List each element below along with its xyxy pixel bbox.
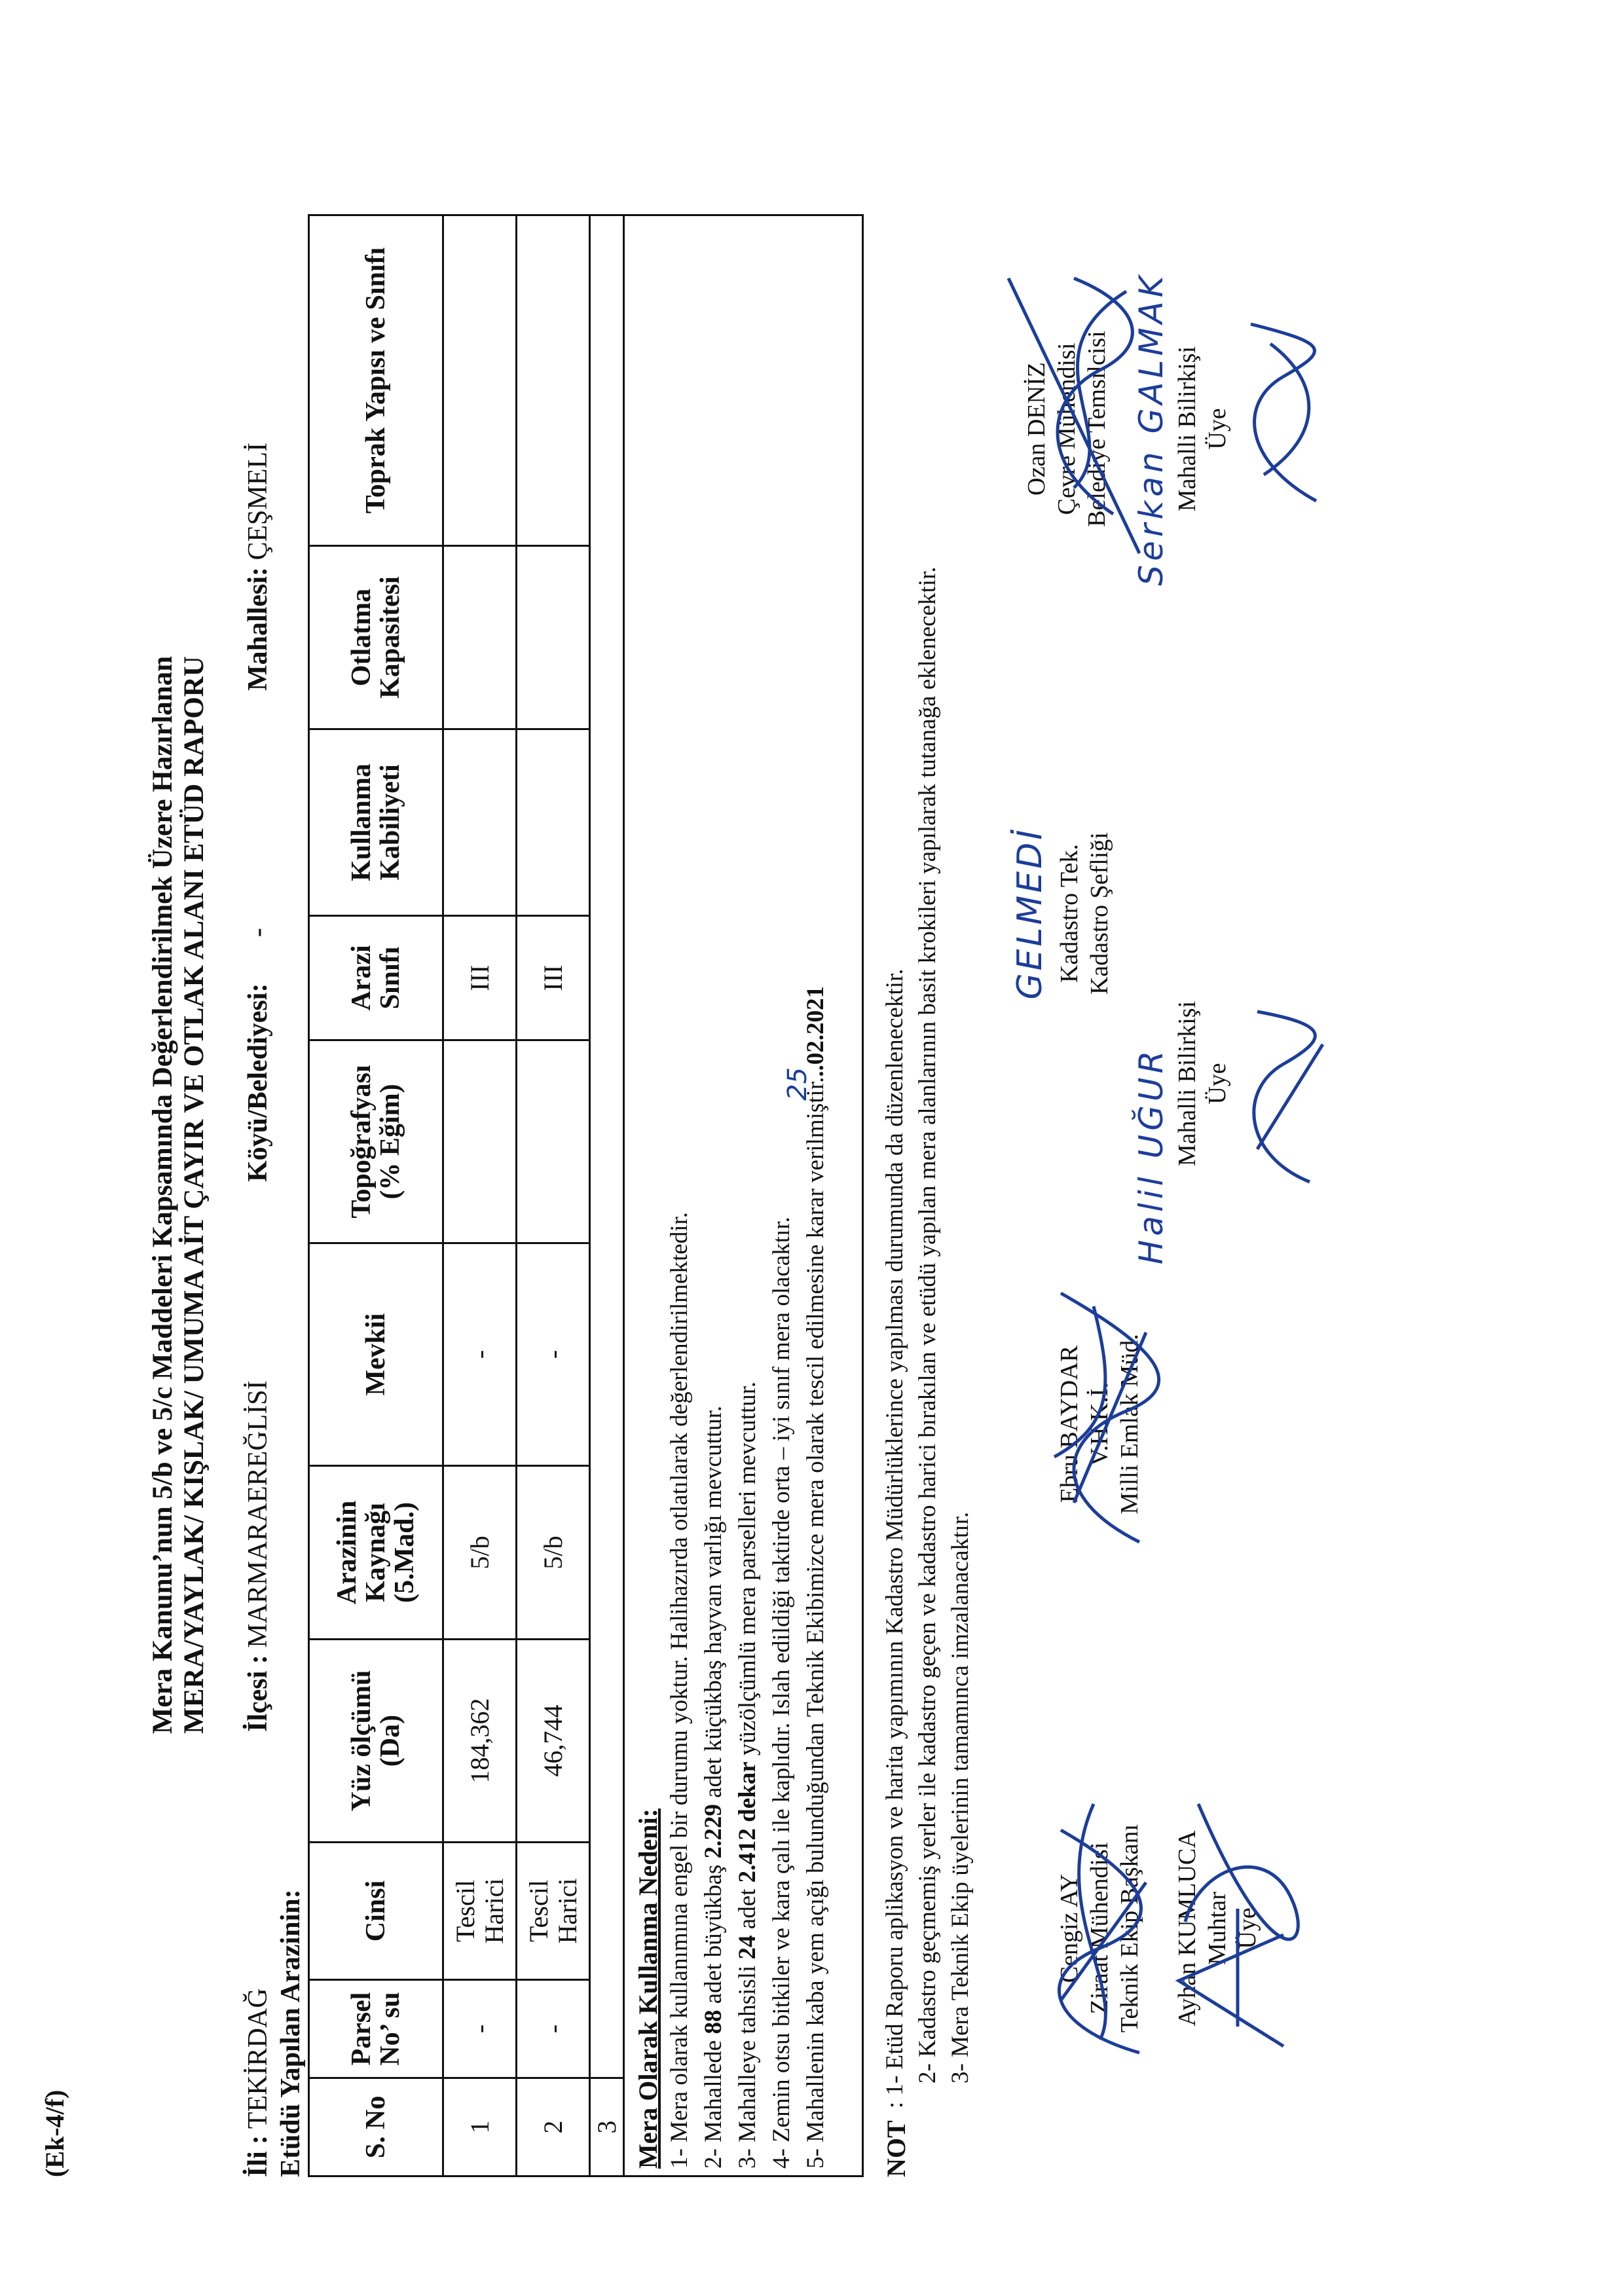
- cell: Tescil Harici: [443, 1843, 517, 1980]
- signer-name: Ozan DENİZ: [1023, 362, 1050, 496]
- il-label: İli :: [243, 2135, 273, 2177]
- table-row: [443, 215, 517, 2176]
- note-label: NOT: [881, 2120, 911, 2177]
- signer-title: V.H.K.İ.: [1086, 1382, 1113, 1467]
- table-caption: Etüdü Yapılan Arazinin:: [276, 1889, 306, 2177]
- header-parsel: Parsel No’ su: [309, 1980, 443, 2078]
- il-field: [242, 1988, 274, 2177]
- handwritten-day: 25: [783, 1067, 813, 1101]
- signature-block-serkan: [1132, 272, 1232, 586]
- reason-item-5: 5- Mahallenin kaba yem açığı bulunduğundan Teknik Ekibimizce mera olarak tescil edilmesine karar verilmiştir...02.2021 25: [799, 223, 833, 2169]
- header-otlatma: Otlatma Kapasitesi: [309, 546, 443, 729]
- table-header-row: [309, 215, 443, 2176]
- cell: [443, 215, 517, 546]
- handwritten-name: Serkan GALMAK: [1132, 272, 1170, 586]
- signer-title: Üye: [1204, 408, 1231, 450]
- header-kaynak: Arazinin Kaynağı (5.Mad.): [309, 1466, 443, 1640]
- cell: III: [517, 916, 590, 1040]
- signer-name: Ayhan KUMLUCA: [1173, 1830, 1201, 2027]
- cell: [443, 546, 517, 729]
- signature-scribble-cengiz: [1022, 1778, 1166, 2079]
- cell: [443, 729, 517, 916]
- annex-label: (Ek-4/f): [40, 2089, 69, 2177]
- signer-role: Üye: [1234, 1907, 1261, 1949]
- mahalle-label: Mahallesi:: [243, 567, 273, 691]
- cell: 5/b: [443, 1466, 517, 1640]
- reason-cell: [624, 215, 863, 2176]
- cell: 5/b: [517, 1466, 590, 1640]
- reason-item-4: 4- Zemin otsu bitkiler ve kara çalı ile kaplıdır. Islah edildiği taktirde orta – iyi sınıf mera olacaktır.: [768, 1217, 795, 2169]
- koy-value: -: [243, 928, 273, 938]
- signer-role: Belediye Temsilcisi: [1083, 331, 1111, 527]
- header-topografya: Topoğrafyası (% Eğim): [309, 1040, 443, 1243]
- header-mevkii: Mevkii: [309, 1243, 443, 1466]
- cell: 1: [443, 2078, 517, 2176]
- signer-name: Kadastro Tek.: [1056, 844, 1083, 983]
- header-toprak: Toprak Yapısı ve Sınıfı: [309, 215, 443, 546]
- signature-scribble-serkan: [1231, 318, 1336, 514]
- handwritten-note: GELMEDİ: [1010, 827, 1050, 1000]
- cell: -: [517, 1980, 590, 2078]
- cell: 46,744: [517, 1640, 590, 1843]
- mahalle-value: ÇEŞMELİ: [243, 442, 273, 560]
- handwritten-name: Halil UĞUR: [1132, 1046, 1170, 1265]
- signature-scribble-ayhan: [1159, 1791, 1303, 2066]
- cell: Tescil Harici: [517, 1843, 590, 1980]
- cell: [443, 1040, 517, 1243]
- cell: III: [443, 916, 517, 1040]
- note-line-3: 3- Mera Teknik Ekip üyelerinin tamamınca imzalanacaktır.: [947, 1511, 974, 2084]
- header-cinsi: Cinsi: [309, 1843, 443, 1980]
- koy-label: Köyü/Belediyesi:: [243, 983, 273, 1182]
- cell: 184,362: [443, 1640, 517, 1843]
- table-row: [590, 215, 624, 2176]
- ilce-field: [242, 1380, 274, 1732]
- signer-title: Üye: [1204, 1063, 1231, 1105]
- decision-date: ..02.2021: [802, 985, 829, 1077]
- signer-name: Mahalli Bilirkişi: [1173, 346, 1201, 512]
- signer-title: Ziraat Mühendisi: [1086, 1842, 1113, 2015]
- cell: [517, 1040, 590, 1243]
- cell: 3: [590, 2078, 624, 2176]
- table-row: [517, 215, 590, 2176]
- header-yuzolcumu: Yüz ölçümü (Da): [309, 1640, 443, 1843]
- note-line-2: 2- Kadastro geçmemiş yerler ile kadastro geçen ve kadastro harici bırakılan ve etüdü yapılan mera alanlarının basit krokileri yapılarak tutanağa eklenecektir.: [914, 566, 941, 2084]
- mahalle-field: [242, 443, 274, 691]
- il-value: TEKİRDAĞ: [243, 1988, 273, 2129]
- reason-row: [624, 215, 863, 2176]
- reason-item-3: 3- Mahalleye tahsisli 24 adet 2.412 dekar yüzölçümlü mera parselleri mevcuttur.: [734, 1381, 761, 2169]
- signer-title: Çevre Mühendisi: [1053, 342, 1080, 515]
- survey-table: [308, 214, 864, 2177]
- signature-scribble-ebru: [1035, 1280, 1166, 1555]
- cell: -: [443, 1243, 517, 1466]
- cell: [517, 215, 590, 546]
- signer-name: Cengiz AY: [1056, 1873, 1083, 1983]
- cell: -: [517, 1243, 590, 1466]
- cell: 2: [517, 2078, 590, 2176]
- header-kullanma: Kullanma Kabiliyeti: [309, 729, 443, 916]
- signer-title: Kadastro Şefliği: [1086, 832, 1113, 995]
- signature-block-kadastro: [1010, 763, 1115, 1064]
- header-sno: S. No: [309, 2078, 443, 2176]
- signer-role: Teknik Ekip Başkanı: [1116, 1824, 1143, 2033]
- header-arazi-sinifi: Arazi Sınıfı: [309, 916, 443, 1040]
- ilce-value: MARMARAEREĞLİSİ: [243, 1380, 273, 1648]
- reason-item-1: 1- Mera olarak kullanımına engel bir durumu yoktur. Halihazırda otlatılarak değerlendirilmektedir.: [666, 1211, 693, 2169]
- reason-heading: Mera Olarak Kullanma Nedeni:: [633, 1808, 663, 2169]
- cell: [517, 546, 590, 729]
- note-line-1: : 1- Etüd Raporu aplikasyon ve harita yapımının Kadastro Müdürlüklerince yapılması durumunda da düzenlenecektir.: [881, 968, 908, 2108]
- koy-field: [242, 928, 274, 1182]
- cell: [517, 729, 590, 916]
- title-main-2: MERA/YAYLAK/ KIŞLAK/ UMUMA AİT ÇAYIR VE OTLAK ALANI ETÜD RAPORU: [179, 656, 210, 1734]
- signature-scribble-ozan: [995, 265, 1166, 566]
- signer-name: Mahalli Bilirkişi: [1173, 1001, 1201, 1167]
- signer-role: Milli Emlak Müd.: [1116, 1334, 1143, 1515]
- title-main-1: Mera Kanunu’nun 5/b ve 5/c Maddeleri Kapsamında Değerlendirilmek Üzere Hazırlanan: [147, 655, 178, 1735]
- signer-name: Ebru BAYDAR: [1056, 1345, 1083, 1503]
- ilce-label: İlçesi :: [243, 1655, 273, 1732]
- signature-block-halil: [1132, 933, 1232, 1265]
- cell: -: [443, 1980, 517, 2078]
- cell: [590, 215, 624, 2078]
- signature-scribble-halil: [1231, 999, 1336, 1195]
- reason-item-2: 2- Mahallede 88 adet büyükbaş 2.229 adet küçükbaş hayvan varlığı mevcuttur.: [700, 1405, 727, 2169]
- signer-title: Muhtar: [1204, 1892, 1231, 1965]
